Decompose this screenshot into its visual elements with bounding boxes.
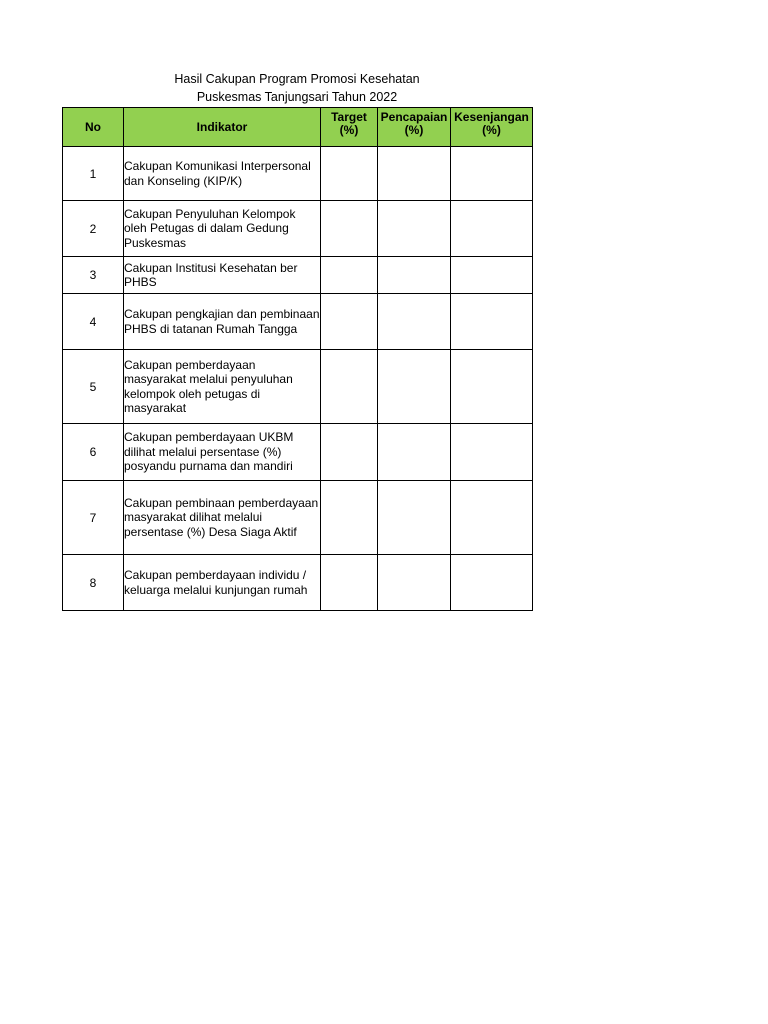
header-target: Target (%) [321, 108, 378, 147]
row-kesenjangan [451, 147, 533, 201]
row-target [321, 555, 378, 611]
row-number: 7 [63, 481, 124, 555]
row-indikator: Cakupan Penyuluhan Kelompok oleh Petugas di dalam Gedung Puskesmas [124, 201, 321, 257]
table-row [63, 424, 533, 481]
document-title [62, 70, 532, 106]
title-line-2: Puskesmas Tanjungsari Tahun 2022 [196, 90, 398, 104]
row-indikator: Cakupan pembinaan pemberdayaan masyarakat dilihat melalui persentase (%) Desa Siaga Aktif [124, 481, 321, 555]
row-kesenjangan [451, 350, 533, 424]
coverage-table [62, 107, 533, 611]
row-pencapaian [378, 147, 451, 201]
row-number: 8 [63, 555, 124, 611]
table-header-row [63, 108, 533, 147]
row-target [321, 294, 378, 350]
row-kesenjangan [451, 481, 533, 555]
row-kesenjangan [451, 424, 533, 481]
table-row [63, 201, 533, 257]
row-number: 5 [63, 350, 124, 424]
table-row [63, 555, 533, 611]
header-kesenjangan: Kesenjangan(%) [451, 108, 533, 147]
row-kesenjangan [451, 555, 533, 611]
table-row [63, 257, 533, 294]
row-number: 2 [63, 201, 124, 257]
row-pencapaian [378, 201, 451, 257]
row-pencapaian [378, 294, 451, 350]
row-number: 4 [63, 294, 124, 350]
row-target [321, 147, 378, 201]
row-kesenjangan [451, 201, 533, 257]
row-pencapaian [378, 424, 451, 481]
header-no: No [63, 108, 124, 147]
header-pencapaian: Pencapaian(%) [378, 108, 451, 147]
row-pencapaian [378, 350, 451, 424]
row-pencapaian [378, 257, 451, 294]
row-indikator: Cakupan Institusi Kesehatan ber PHBS [124, 257, 321, 294]
row-pencapaian [378, 481, 451, 555]
row-target [321, 424, 378, 481]
row-indikator: Cakupan pengkajian dan pembinaan PHBS di tatanan Rumah Tangga [124, 294, 321, 350]
row-indikator: Cakupan pemberdayaan UKBM dilihat melalui persentase (%) posyandu purnama dan mandiri [124, 424, 321, 481]
row-indikator: Cakupan pemberdayaan individu / keluarga melalui kunjungan rumah [124, 555, 321, 611]
title-line-1: Hasil Cakupan Program Promosi Kesehatan [174, 72, 420, 86]
row-kesenjangan [451, 294, 533, 350]
row-number: 1 [63, 147, 124, 201]
row-target [321, 481, 378, 555]
table-row [63, 350, 533, 424]
header-indikator: Indikator [124, 108, 321, 147]
row-indikator: Cakupan Komunikasi Interpersonal dan Konseling (KIP/K) [124, 147, 321, 201]
row-number: 3 [63, 257, 124, 294]
row-kesenjangan [451, 257, 533, 294]
row-indikator: Cakupan pemberdayaan masyarakat melalui penyuluhan kelompok oleh petugas di masyarakat [124, 350, 321, 424]
row-target [321, 201, 378, 257]
table-row [63, 147, 533, 201]
table-row [63, 481, 533, 555]
row-pencapaian [378, 555, 451, 611]
table-row [63, 294, 533, 350]
row-target [321, 350, 378, 424]
row-target [321, 257, 378, 294]
row-number: 6 [63, 424, 124, 481]
